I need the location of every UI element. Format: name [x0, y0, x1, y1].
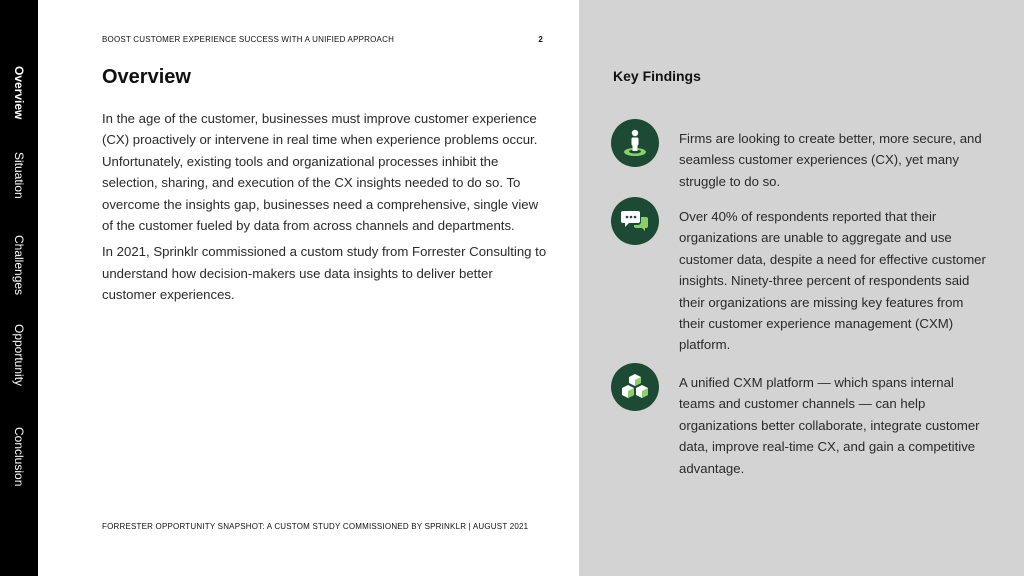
nav-item-label[interactable]: Conclusion — [12, 427, 26, 487]
finding-text: Firms are looking to create better, more secure, and seamless customer experiences (CX), yet many struggle to do so. — [679, 131, 982, 189]
overview-body — [102, 108, 547, 311]
report-title: BOOST CUSTOMER EXPERIENCE SUCCESS WITH A UNIFIED APPROACH — [102, 35, 395, 44]
chat-bubbles-icon — [611, 197, 659, 245]
finding-text: A unified CXM platform — which spans internal teams and customer channels — can help organizations better collaborate, integrate customer data, improve real-time CX, and gain a competitive advantage. — [679, 375, 980, 476]
nav-item-label[interactable]: Situation — [12, 152, 26, 199]
overview-panel — [38, 0, 579, 576]
finding-text: Over 40% of respondents reported that their organizations are unable to aggregate and use customer data, despite a need for effective customer insights. Ninety-three percent of respondents said their organizations are missing key features from their customer experience management (CXM) platform. — [679, 209, 986, 353]
page-number: 2 — [538, 35, 543, 44]
page-footer: FORRESTER OPPORTUNITY SNAPSHOT: A CUSTOM STUDY COMMISSIONED BY SPRINKLR | AUGUST 2021 — [102, 522, 529, 531]
key-findings-panel — [579, 0, 1024, 576]
key-findings-title: Key Findings — [613, 68, 701, 84]
overview-paragraph: In 2021, Sprinklr commissioned a custom study from Forrester Consulting to understand how decision-makers use data insights to deliver better customer experiences. — [102, 244, 547, 303]
nav-item-label[interactable]: Opportunity — [12, 324, 26, 387]
page-title: Overview — [102, 66, 191, 88]
nav-item-label[interactable]: Overview — [12, 66, 26, 120]
cubes-icon — [611, 363, 659, 411]
overview-paragraph: In the age of the customer, businesses must improve customer experience (CX) proactively or intervene in real time when experience problems occur. Unfortunately, existing tools and organizational processes inhibit the selection, sharing, and execution of the CX insights needed to do so. To overcome the insights gap, businesses need a comprehensive, single view of the customer fueled by data from across channels and departments. — [102, 111, 539, 234]
person-pin-icon — [611, 119, 659, 167]
nav-item-label[interactable]: Challenges — [12, 235, 26, 296]
section-nav — [0, 0, 38, 576]
page-header — [102, 35, 543, 44]
